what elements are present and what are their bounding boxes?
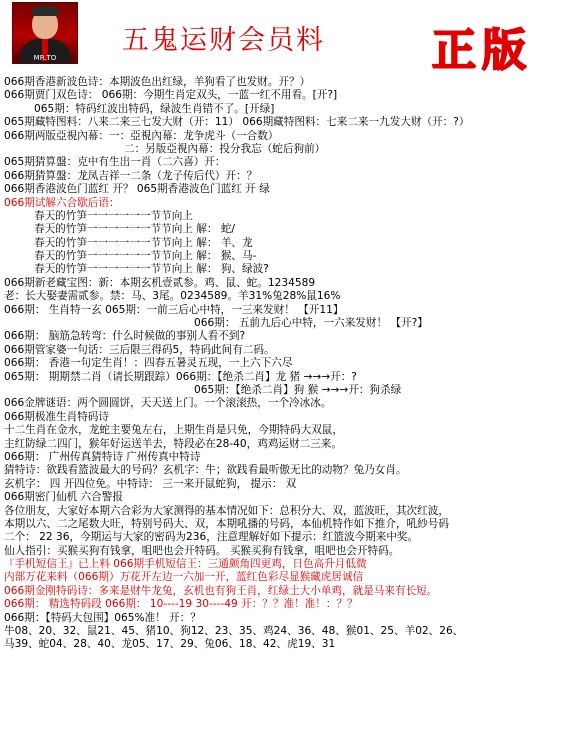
text-line: 066期： 五前九后心中特，一六来发财！ 【开?】 bbox=[194, 317, 428, 330]
text-line: 066期： 精选特码段 066期： 10----19 30----49 开：？？准！准！：？？ bbox=[4, 598, 358, 611]
text-line: 066期香港新波色诗：本期波色出红绿，羊狗看了也发财。开？） bbox=[4, 76, 311, 88]
header bbox=[0, 0, 566, 76]
text-line: 牛08、20、32、鼠21、45、猪10、狗12、23、35、鸡24、36、48、猴01、25、羊02、26、 bbox=[4, 625, 464, 638]
text-line: 066期极准生肖特码诗 bbox=[4, 410, 109, 423]
text-line: 066期贾门双色诗： 066期：今期生肖定双头，一蓝一红不用看。[开?] bbox=[4, 89, 338, 102]
author-photo bbox=[12, 2, 78, 64]
text-line: 065期：【绝杀二肖】狗 猴 →→→开：狗杀绿 bbox=[194, 383, 402, 396]
page-title: 五鬼运财会员料 bbox=[122, 25, 325, 56]
text-line: 065期猜算盤：克中有生出一肖（二六喜）开： bbox=[4, 156, 226, 169]
text-line: 主红防绿二四门，猴年好运送羊去，特段必在28-40，鸡鸡运财二三来。 bbox=[4, 437, 342, 450]
text-line: 『手机短信王』已上料 066期手机短信王：三通颇角四更鸡，日色高升月低微 bbox=[4, 558, 367, 571]
text-line: 066期金刚特码诗：多来是财牛龙兔，玄机也有狗王肖，红绿土大小单鸡，就是马来有长短。 bbox=[4, 584, 438, 597]
text-line: 066期： 生肖特一玄 065期：一前三后心中特，一三来发财！ 【开11】 bbox=[4, 303, 344, 316]
text-line: 066期密门仙机 六合警报 bbox=[4, 491, 123, 504]
text-line: 仙人指引：买猴买狗有钱拿，咀吧也会开特码。 买猴买狗有钱拿，咀吧也会开特码。 bbox=[4, 544, 400, 557]
text-line: 066期两版亞視內幕：一：亞視內幕：龙争虎斗（一合数） bbox=[4, 129, 279, 142]
text-line: 066期香港波色门蓝红 开？ 065期香港波色门蓝红 开 绿 bbox=[4, 183, 270, 196]
genuine-stamp: 正版 bbox=[432, 25, 532, 76]
text-line: 066期新老藏宝图：新：本期玄机壹贰参。鸡、鼠、蛇。1234589 bbox=[4, 276, 316, 289]
text-line: 春天的竹笋一一一一一一节节向上 解： 猴、马- bbox=[34, 250, 257, 263]
photo-hair bbox=[31, 6, 59, 16]
text-line: 066期： 广州传真猜特诗 广州传真中特诗 bbox=[4, 450, 201, 463]
text-line: 老：长大娶妻需贰参。禁：马、3尾。0234589。羊31%兔28%鼠16% bbox=[4, 290, 341, 303]
document-body bbox=[4, 76, 564, 652]
photo-caption: MR.TO bbox=[33, 54, 57, 62]
text-line: 各位朋友，大家好本期六合彩为大家测得的基本情况如下：总积分大、双，蓝波旺，其次红波， bbox=[4, 504, 449, 517]
text-line: 066期试解六合歇后语： bbox=[4, 196, 120, 209]
text-line: 066期管家婆一句话：三后限三得码5，特码此间有二码。 bbox=[4, 343, 275, 356]
text-line: 春天的竹笋一一一一一一节节向上 解： 狗、绿波? bbox=[34, 263, 269, 276]
text-line: 065期藏特图料：八来二来三七发大财（开：11） 066期藏特图料：七来二来一九发大财（开：?） bbox=[4, 116, 470, 129]
text-line: 065期： 期期禁二肖（请长期跟踪）066期：【绝杀二肖】龙 猪 →→→开：? bbox=[4, 370, 357, 383]
text-line: 066金牌谜语：两个圆圆饼，天天送上门。一个滚滚热，一个冷冰冰。 bbox=[4, 397, 332, 410]
text-line: 春天的竹笋一一一一一一节节向上 解： 羊、龙 bbox=[34, 236, 253, 249]
text-line: 066期：【特码大包围】065%准！ 开：？ bbox=[4, 611, 201, 624]
text-line: 本期以六、二之尾数大旺，特别号码大、双，本期吼播的号码，本仙机特作如下推介，吼紗号码 bbox=[4, 517, 449, 530]
text-line: 十二生肖在金水，龙蛇主要兔左右，上期生肖是只免，今期特码大双鼠， bbox=[4, 424, 343, 437]
text-line: 春天的竹笋一一一一一一节节向上 解： 蛇/ bbox=[34, 223, 235, 236]
text-line: 猜特诗：欲践看篮波最大的号码？玄机字：牛；欲践看最听傲无比的动物？兔乃女肖。 bbox=[4, 464, 407, 477]
text-line: 春天的竹笋一一一一一一节节向上 bbox=[34, 209, 193, 222]
text-line: 二个： 22 36，今期运与大家的密码为236，注意理解好如下提示：红篮波今期来中奖。 bbox=[4, 531, 419, 544]
text-line: 内部万花来料（066期）万花开左边一六加一开，蓝红色彩尽显猴藏虎居诚信 bbox=[4, 571, 364, 584]
text-line: 066期： 脑筋急转弯：什么时候做的事别人看不到? bbox=[4, 330, 246, 343]
text-line: 066期： 香港一句定生肖！：四春五暑灵五现，一上六下六尽 bbox=[4, 357, 293, 370]
text-line: 065期：特码红波出特码，绿波生肖错不了。[开绿] bbox=[34, 102, 275, 115]
text-line: 066期猜算盤：龙凤吉祥一二条（龙子传后代）开：？ bbox=[4, 169, 258, 182]
text-line: 二：另版亞視內幕：投分我忘（蛇后狗前） bbox=[124, 142, 326, 155]
text-line: 玄机字： 四 开四位免。中特诗： 三一来开鼠蛇狗， 提示： 双 bbox=[4, 477, 297, 490]
text-line: 马39、蛇04、28、40、龙05、17、29、兔06、18、42、虎19、31 bbox=[4, 638, 336, 651]
